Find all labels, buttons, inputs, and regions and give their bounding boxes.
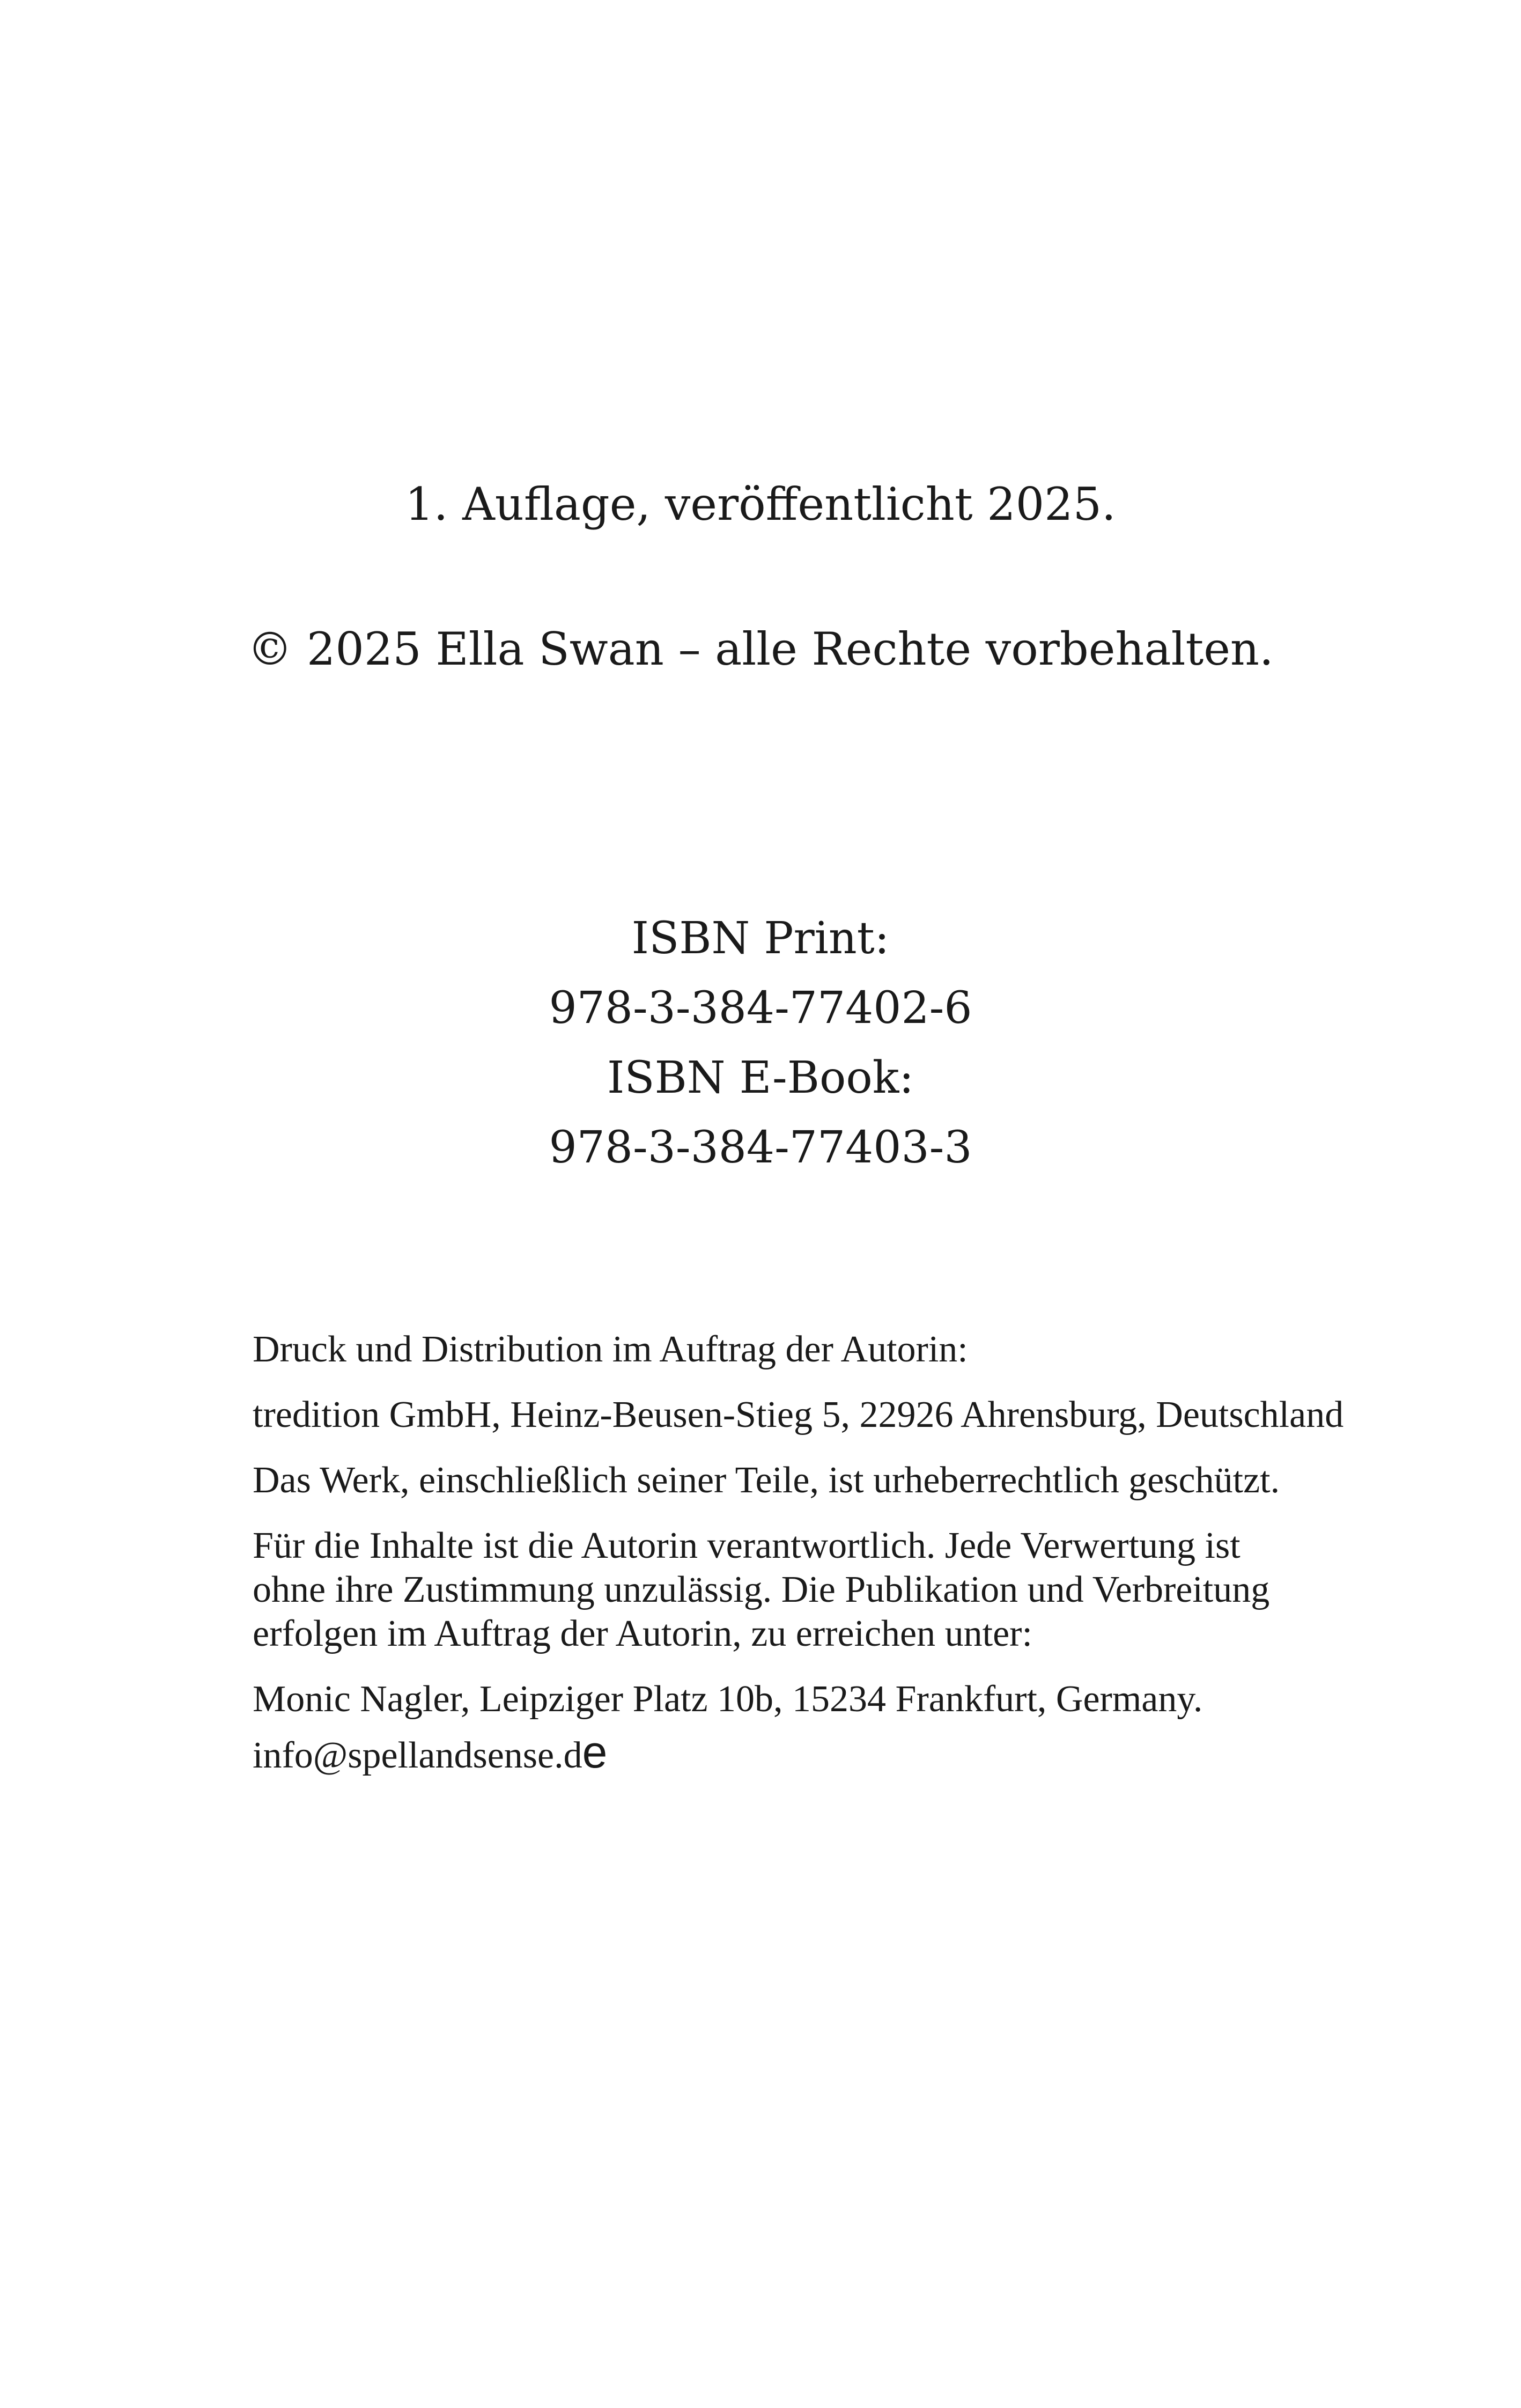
isbn-ebook-label: ISBN E-Book:: [607, 1052, 914, 1103]
isbn-ebook-number: 978-3-384-77403-3: [549, 1122, 972, 1173]
isbn-block: [0, 904, 1521, 1183]
edition-statement: 1. Auflage, veröffentlicht 2025.: [405, 478, 1116, 531]
copyright-protection-notice: Das Werk, einschließlich seiner Teile, ist urheberrechtlich geschützt.: [253, 1460, 1280, 1501]
isbn-print-number: 978-3-384-77402-6: [549, 983, 972, 1034]
copyright-statement: © 2025 Ella Swan – alle Rechte vorbehalten.: [247, 623, 1274, 675]
publisher-address: tredition GmbH, Heinz-Beusen-Stieg 5, 22926 Ahrensburg, Deutschland: [253, 1394, 1344, 1435]
contact-email-last-char: e: [582, 1727, 608, 1777]
contact-email: [253, 1727, 1400, 1778]
responsibility-paragraph: [253, 1524, 1400, 1656]
responsibility-line-3: erfolgen im Auftrag der Autorin, zu erreichen unter:: [253, 1613, 1032, 1654]
responsibility-line-2: ohne ihre Zustimmung unzulässig. Die Publikation und Verbreitung: [253, 1569, 1270, 1610]
contact-email-main: info@spellandsense.d: [253, 1735, 582, 1776]
responsibility-line-1: Für die Inhalte ist die Autorin verantwortlich. Jede Verwertung ist: [253, 1525, 1241, 1566]
imprint-block: [253, 1328, 1400, 1799]
print-distribution-line: Druck und Distribution im Auftrag der Autorin:: [253, 1329, 968, 1370]
isbn-print-label: ISBN Print:: [631, 913, 890, 964]
contact-address: Monic Nagler, Leipziger Platz 10b, 15234 Frankfurt, Germany.: [253, 1678, 1203, 1720]
